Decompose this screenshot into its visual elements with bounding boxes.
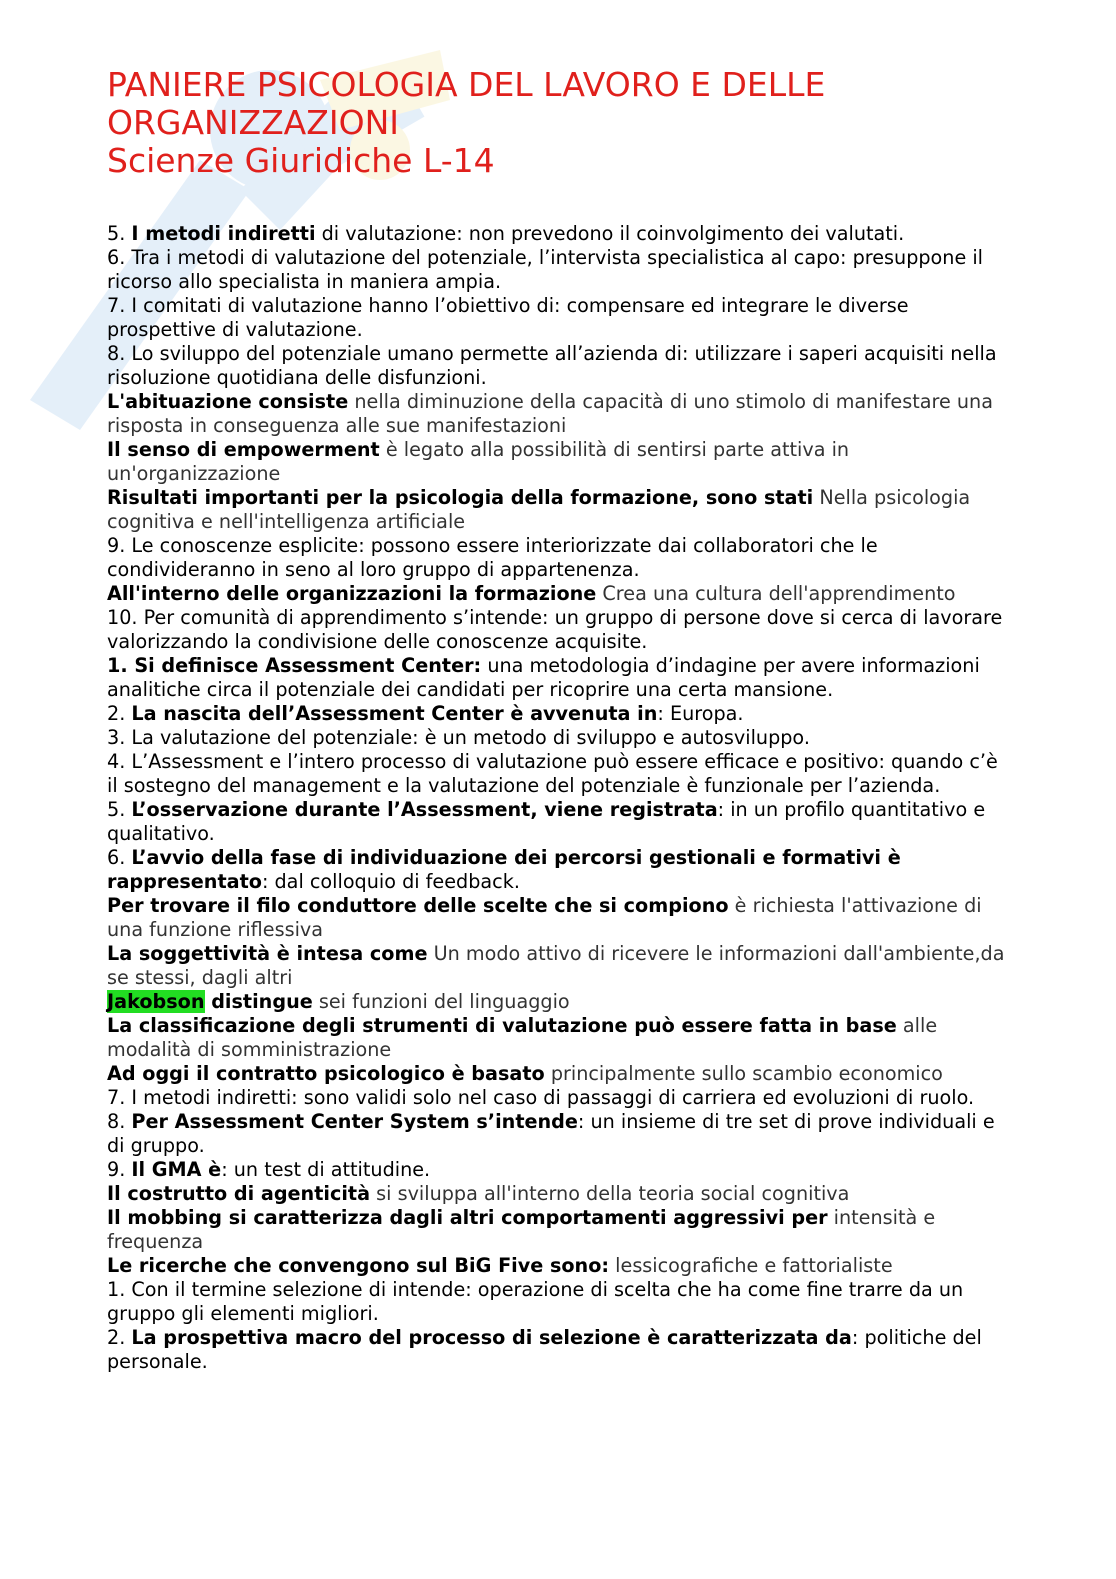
qa-item [107, 990, 1012, 1014]
qa-question: Il mobbing si caratterizza dagli altri comportamenti aggressivi per [107, 1206, 828, 1229]
qa-text: 8. Lo sviluppo del potenziale umano permette all’azienda di: utilizzare i saperi acquisiti nella risoluzione quotidiana delle disfunzioni. [107, 342, 997, 389]
qa-question: La classificazione degli strumenti di valutazione può essere fatta in base [107, 1014, 897, 1037]
qa-text: 1. Con il termine selezione di intende: operazione di scelta che ha come fine trarre da un gruppo gli elementi migliori. [107, 1278, 964, 1325]
qa-answer: : un insieme di tre set di prove individuali e di gruppo. [107, 1110, 995, 1157]
qa-item [107, 1014, 1012, 1062]
qa-item [107, 246, 1012, 294]
qa-text: 7. I metodi indiretti: sono validi solo nel caso di passaggi di carriera ed evoluzioni di ruolo. [107, 1086, 975, 1109]
qa-text: 10. Per comunità di apprendimento s’intende: un gruppo di persone dove si cerca di lavorare valorizzando la condivisione delle conoscenze acquisite. [107, 606, 1003, 653]
qa-question: L’avvio della fase di individuazione dei percorsi gestionali e formativi è rappresentato [107, 846, 901, 893]
qa-number: 6. [107, 846, 132, 869]
qa-question: Per trovare il filo conduttore delle scelte che si compiono [107, 894, 729, 917]
qa-question: I metodi indiretti [131, 222, 316, 245]
qa-answer: alle modalità di somministrazione [107, 1014, 938, 1061]
qa-text: 6. Tra i metodi di valutazione del potenziale, l’intervista specialistica al capo: presuppone il ricorso allo specialista in maniera ampia. [107, 246, 984, 293]
qa-item [107, 1254, 1012, 1278]
question-list [107, 222, 1012, 1374]
qa-answer: intensità e frequenza [107, 1206, 936, 1253]
qa-question: Il costrutto di agenticità [107, 1182, 371, 1205]
highlighted-term: Jakobson [107, 990, 205, 1013]
qa-item [107, 654, 1012, 702]
qa-number: 8. [107, 1110, 132, 1133]
qa-item [107, 486, 1012, 534]
qa-answer: Nella psicologia cognitiva e nell'intelligenza artificiale [107, 486, 971, 533]
qa-item [107, 798, 1012, 846]
qa-question: Il GMA è [131, 1158, 222, 1181]
qa-text: 4. L’Assessment e l’intero processo di valutazione può essere efficace e positivo: quando c’è il sostegno del management e la valutazione del potenziale è funzionale per l’azienda. [107, 750, 998, 797]
qa-question: La prospettiva macro del processo di selezione è caratterizzata da [131, 1326, 852, 1349]
qa-item [107, 726, 1012, 750]
qa-question: La soggettività è intesa come [107, 942, 428, 965]
qa-item [107, 846, 1012, 894]
qa-item [107, 750, 1012, 798]
qa-item [107, 1326, 1012, 1374]
qa-number: 2. [107, 702, 132, 725]
qa-answer: una metodologia d’indagine per avere informazioni analitiche circa il potenziale dei candidati per ricoprire una certa mansione. [107, 654, 980, 701]
qa-answer: : un test di attitudine. [221, 1158, 431, 1181]
qa-answer: : dal colloquio di feedback. [261, 870, 520, 893]
qa-item [107, 942, 1012, 990]
qa-item [107, 606, 1012, 654]
qa-item [107, 390, 1012, 438]
qa-number: 9. [107, 1158, 132, 1181]
qa-item [107, 702, 1012, 726]
qa-question: Ad oggi il contratto psicologico è basato [107, 1062, 545, 1085]
qa-question: Risultati importanti per la psicologia della formazione, sono stati [107, 486, 814, 509]
qa-answer: nella diminuzione della capacità di uno stimolo di manifestare una risposta in conseguenza alle sue manifestazioni [107, 390, 993, 437]
qa-question: Le ricerche che convengono sul BiG Five sono: [107, 1254, 610, 1277]
qa-answer: si sviluppa all'interno della teoria social cognitiva [370, 1182, 850, 1205]
qa-item [107, 1062, 1012, 1086]
qa-item [107, 438, 1012, 486]
qa-question: 1. Si definisce Assessment Center: [107, 654, 482, 677]
qa-answer: lessicografiche e fattorialiste [609, 1254, 893, 1277]
qa-item [107, 1086, 1012, 1110]
qa-answer: : politiche del personale. [107, 1326, 982, 1373]
qa-question: All'interno delle organizzazioni la formazione [107, 582, 597, 605]
qa-answer: Un modo attivo di ricevere le informazioni dall'ambiente,da se stessi, dagli altri [107, 942, 1005, 989]
qa-answer: di valutazione: non prevedono il coinvolgimento dei valutati. [315, 222, 905, 245]
qa-question: Per Assessment Center System s’intende [131, 1110, 578, 1133]
qa-item [107, 1206, 1012, 1254]
qa-text: 9. Le conoscenze esplicite: possono essere interiorizzate dai collaboratori che le condivideranno in seno al loro gruppo di appartenenza. [107, 534, 878, 581]
qa-question: Il senso di empowerment [107, 438, 380, 461]
qa-item [107, 894, 1012, 942]
qa-item [107, 1110, 1012, 1158]
qa-question: L'abituazione consiste [107, 390, 349, 413]
document-title [107, 66, 1007, 180]
qa-answer: : Europa. [657, 702, 744, 725]
qa-number: 5. [107, 798, 132, 821]
qa-question: L’osservazione durante l’Assessment, viene registrata [131, 798, 718, 821]
qa-item [107, 342, 1012, 390]
title-line-2: ORGANIZZAZIONI [107, 103, 399, 142]
qa-question: La nascita dell’Assessment Center è avvenuta in [131, 702, 658, 725]
qa-answer: Crea una cultura dell'apprendimento [596, 582, 956, 605]
qa-answer: è legato alla possibilità di sentirsi parte attiva in un'organizzazione [107, 438, 850, 485]
qa-item [107, 582, 1012, 606]
qa-item [107, 294, 1012, 342]
qa-answer: è richiesta l'attivazione di una funzione riflessiva [107, 894, 982, 941]
qa-question: distingue [204, 990, 313, 1013]
qa-text: 7. I comitati di valutazione hanno l’obiettivo di: compensare ed integrare le diverse prospettive di valutazione. [107, 294, 909, 341]
qa-number: 5. [107, 222, 132, 245]
qa-item [107, 1278, 1012, 1326]
title-line-1: PANIERE PSICOLOGIA DEL LAVORO E DELLE [107, 65, 826, 104]
qa-answer: : in un profilo quantitativo e qualitativo. [107, 798, 986, 845]
title-subtitle: Scienze Giuridiche L-14 [107, 141, 495, 180]
qa-answer: principalmente sullo scambio economico [544, 1062, 943, 1085]
qa-item [107, 222, 1012, 246]
qa-text: 3. La valutazione del potenziale: è un metodo di sviluppo e autosviluppo. [107, 726, 810, 749]
qa-item [107, 1158, 1012, 1182]
qa-item [107, 534, 1012, 582]
qa-number: 2. [107, 1326, 132, 1349]
qa-item [107, 1182, 1012, 1206]
qa-answer: sei funzioni del linguaggio [312, 990, 570, 1013]
